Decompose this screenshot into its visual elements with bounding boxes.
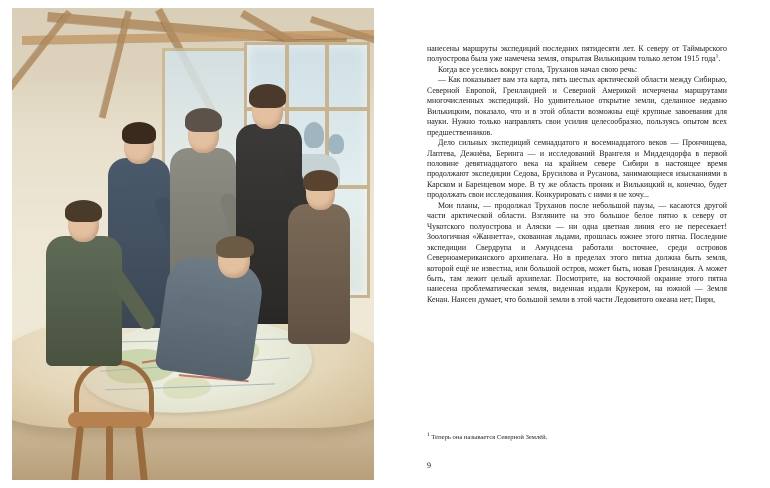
footnote-marker: 1	[715, 53, 719, 60]
footnote-text: Теперь она называется Северной Землёй.	[431, 434, 548, 441]
bentwood-chair	[68, 360, 152, 480]
footnote	[427, 433, 727, 442]
paragraph: Когда все уселись вокруг стола, Труханов начал свою речь:	[438, 64, 638, 74]
paragraph: — Как показывает вам эта карта, пять шестых арктической области между Сибирью, Северной Европой, Гренландией и Северной Америкой исчерчены маршрутами многочисленных экспедиций. Но удивительное открытие земли, сделанное недавно Вилькицким, показало, что и в этой области возможны ещё крупные завоевания для науки. Нужно только направлять свои усилия целесообразно, пользуясь опытом всех предшественников.	[427, 75, 727, 137]
page-right-text	[385, 0, 770, 488]
footnote-number: 1	[427, 431, 430, 438]
paragraph: Дело сильных экспедиций семнадцатого и восемнадцатого веков — Прончищева, Лаптева, Дежнёва, Беринга — и исследований Врангеля и Миддендорфа в первой половине девятнадцатого века на крайнем севере Сибири в настоящее время продолжают экспедиции Седова, Брусилова и Русанова, занимающиеся изысканиями в Карском и Баренцевом море. В ту же область проник и Вилькицкий и, конечно, будет продолжать свои исследования. Конкурировать с ними я не хочу...	[427, 138, 727, 200]
illustration-watercolor	[12, 8, 374, 480]
body-text	[427, 44, 727, 305]
paragraph: Мои планы, — продолжал Труханов после небольшой паузы, — касаются другой части арктической области. Взгляните на это большое белое пятно к северу от Чукотского полуострова и Аляски — ни одна цветная линия его не пересекает! Зоологичная «Жаннетта», скованная льдами, прошлась южнее этого пятна. Последние экспедиции Свердрупа и Амундсена работали восточнее, среди островов Северноамериканского архипелага. Но в пределах этого пятна должна быть земля, которой ещё не известна, или большой остров, может быть, новая Гренландия. А может быть, там лежит целый архипелаг. Посмотрите, на восточной окраине этого пятна нанесена проблематическая земля, виденная издали Крукером, на южной — Земля Кенан. Нансен думает, что большой земли в этой части Ледовитого океана нет; Пири,	[427, 200, 727, 304]
paragraph: нанесены маршруты экспедиций последних пятидесяти лет. К северу от Таймырского полуострова была уже намечена земля, открытая Вилькицким только летом 1915 года$^1$.	[427, 44, 727, 64]
page-number: 9	[427, 461, 431, 470]
